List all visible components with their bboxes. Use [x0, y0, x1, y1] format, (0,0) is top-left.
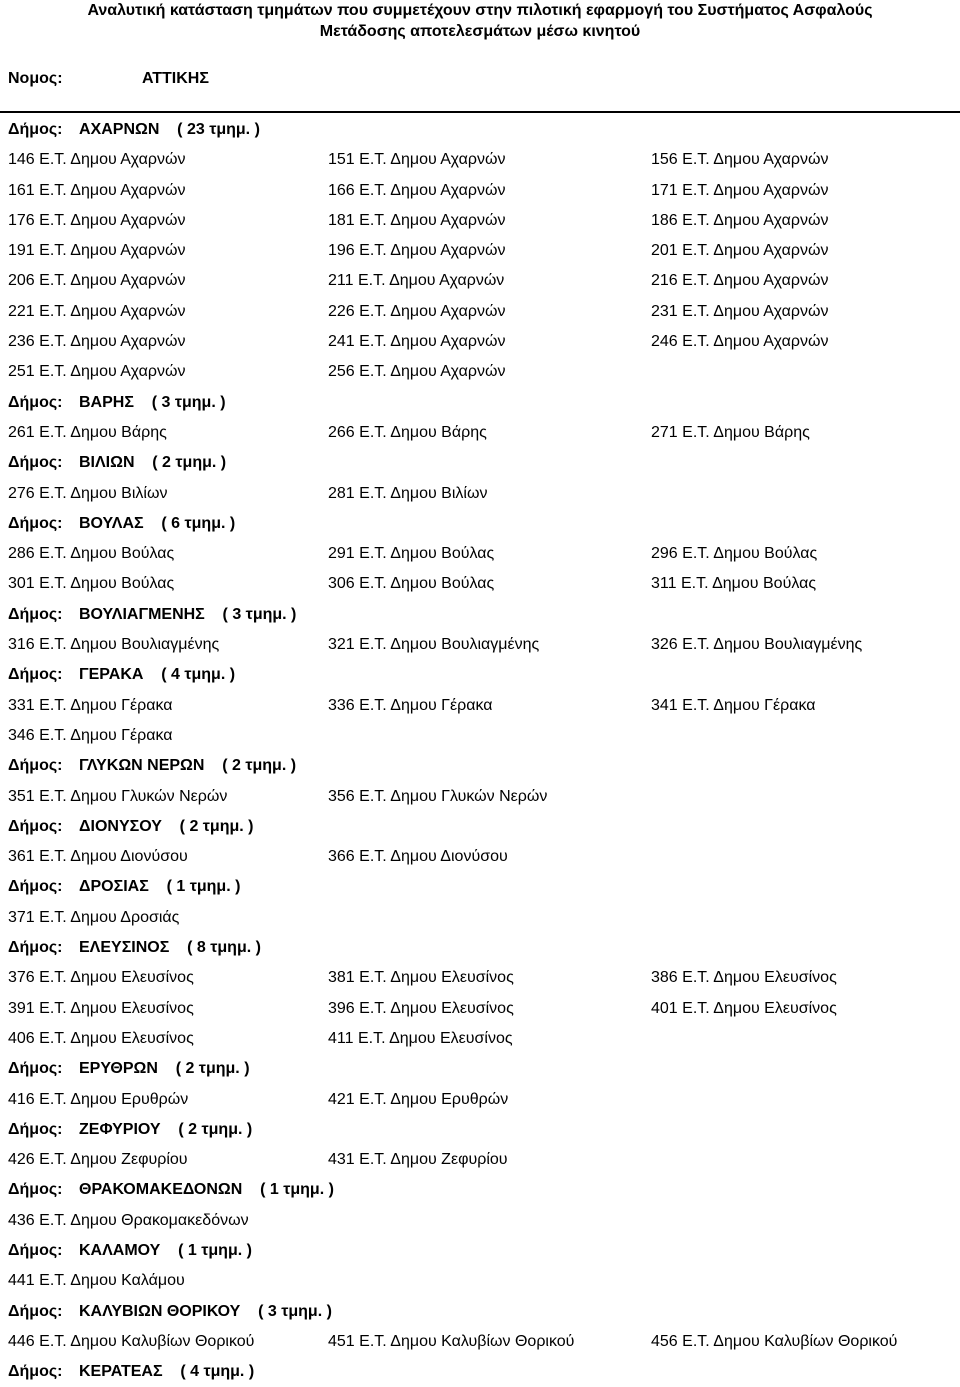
municipality-name: ΕΛΕΥΣΙΝΟΣ ( 8 τμημ. ): [79, 939, 261, 957]
polling-station: 336 Ε.Τ. Δημου Γέρακα: [328, 696, 493, 714]
prefecture-heading: [8, 69, 209, 89]
municipality-name: ΘΡΑΚΟΜΑΚΕΔΟΝΩΝ ( 1 τμημ. ): [79, 1181, 334, 1199]
municipality-heading: [0, 388, 960, 418]
polling-station: 331 Ε.Τ. Δημου Γέρακα: [8, 696, 173, 714]
header-divider: [0, 111, 960, 113]
polling-station: 286 Ε.Τ. Δημου Βούλας: [8, 545, 175, 563]
municipality-label: Δήμος:: [8, 1302, 63, 1320]
polling-station: 391 Ε.Τ. Δημου Ελευσίνος: [8, 999, 194, 1017]
polling-station: 451 Ε.Τ. Δημου Καλυβίων Θορικού: [328, 1332, 575, 1350]
polling-station: 256 Ε.Τ. Δημου Αχαρνών: [328, 363, 506, 381]
polling-station: 191 Ε.Τ. Δημου Αχαρνών: [8, 242, 186, 260]
municipality-label: Δήμος:: [8, 1120, 63, 1138]
municipality-name: ΓΕΡΑΚΑ ( 4 τμημ. ): [79, 666, 236, 684]
polling-station: 226 Ε.Τ. Δημου Αχαρνών: [328, 302, 506, 320]
station-row: [0, 206, 960, 236]
municipality-heading: [0, 1175, 960, 1205]
polling-station: 201 Ε.Τ. Δημου Αχαρνών: [651, 242, 829, 260]
municipality-name: ΒΟΥΛΑΣ ( 6 τμημ. ): [79, 514, 236, 532]
municipality-name: ΔΡΟΣΙΑΣ ( 1 τμημ. ): [79, 878, 241, 896]
station-row: [0, 236, 960, 266]
polling-station: 176 Ε.Τ. Δημου Αχαρνών: [8, 211, 186, 229]
municipality-heading: [0, 812, 960, 842]
station-row: [0, 539, 960, 569]
title-line-2: Μετάδοσης αποτελεσμάτων μέσω κινητού: [319, 23, 641, 40]
polling-station: 356 Ε.Τ. Δημου Γλυκών Νερών: [328, 787, 548, 805]
polling-station: 206 Ε.Τ. Δημου Αχαρνών: [8, 272, 186, 290]
municipality-heading: [0, 1297, 960, 1327]
municipality-label: Δήμος:: [8, 1363, 63, 1381]
polling-station: 276 Ε.Τ. Δημου Βιλίων: [8, 484, 168, 502]
polling-station: 431 Ε.Τ. Δημου Ζεφυρίου: [328, 1151, 508, 1169]
polling-station: 236 Ε.Τ. Δημου Αχαρνών: [8, 333, 186, 351]
municipality-name: ΕΡΥΘΡΩΝ ( 2 τμημ. ): [79, 1060, 250, 1078]
municipality-label: Δήμος:: [8, 1241, 63, 1259]
station-row: [0, 630, 960, 660]
polling-station: 386 Ε.Τ. Δημου Ελευσίνος: [651, 969, 837, 987]
municipality-name: ΚΑΛΑΜΟΥ ( 1 τμημ. ): [79, 1241, 252, 1259]
polling-station: 341 Ε.Τ. Δημου Γέρακα: [651, 696, 816, 714]
polling-station: 406 Ε.Τ. Δημου Ελευσίνος: [8, 1029, 194, 1047]
polling-station: 196 Ε.Τ. Δημου Αχαρνών: [328, 242, 506, 260]
station-row: [0, 721, 960, 751]
polling-station: 266 Ε.Τ. Δημου Βάρης: [328, 423, 487, 441]
polling-station: 181 Ε.Τ. Δημου Αχαρνών: [328, 211, 506, 229]
municipality-name: ΓΛΥΚΩΝ ΝΕΡΩΝ ( 2 τμημ. ): [79, 757, 297, 775]
polling-station: 376 Ε.Τ. Δημου Ελευσίνος: [8, 969, 194, 987]
polling-station: 296 Ε.Τ. Δημου Βούλας: [651, 545, 818, 563]
polling-station: 456 Ε.Τ. Δημου Καλυβίων Θορικού: [651, 1332, 898, 1350]
municipality-heading: [0, 600, 960, 630]
polling-station: 211 Ε.Τ. Δημου Αχαρνών: [328, 272, 505, 290]
polling-station: 311 Ε.Τ. Δημου Βούλας: [651, 575, 817, 593]
polling-station: 446 Ε.Τ. Δημου Καλυβίων Θορικού: [8, 1332, 255, 1350]
polling-stations-list: [0, 115, 960, 1387]
polling-station: 251 Ε.Τ. Δημου Αχαρνών: [8, 363, 186, 381]
station-row: [0, 1085, 960, 1115]
polling-station: 321 Ε.Τ. Δημου Βουλιαγμένης: [328, 636, 540, 654]
municipality-label: Δήμος:: [8, 454, 63, 472]
station-row: [0, 1266, 960, 1296]
station-row: [0, 1327, 960, 1357]
polling-station: 156 Ε.Τ. Δημου Αχαρνών: [651, 151, 829, 169]
polling-station: 361 Ε.Τ. Δημου Διονύσου: [8, 848, 188, 866]
municipality-name: ΒΙΛΙΩΝ ( 2 τμημ. ): [79, 454, 227, 472]
municipality-name: ΚΑΛΥΒΙΩΝ ΘΟΡΙΚΟΥ ( 3 τμημ. ): [79, 1302, 332, 1320]
municipality-heading: [0, 448, 960, 478]
polling-station: 346 Ε.Τ. Δημου Γέρακα: [8, 726, 173, 744]
polling-station: 261 Ε.Τ. Δημου Βάρης: [8, 423, 167, 441]
municipality-heading: [0, 872, 960, 902]
polling-station: 271 Ε.Τ. Δημου Βάρης: [651, 423, 810, 441]
polling-station: 281 Ε.Τ. Δημου Βιλίων: [328, 484, 488, 502]
station-row: [0, 479, 960, 509]
polling-station: 351 Ε.Τ. Δημου Γλυκών Νερών: [8, 787, 228, 805]
polling-station: 416 Ε.Τ. Δημου Ερυθρών: [8, 1090, 189, 1108]
polling-station: 326 Ε.Τ. Δημου Βουλιαγμένης: [651, 636, 863, 654]
station-row: [0, 327, 960, 357]
polling-station: 171 Ε.Τ. Δημου Αχαρνών: [651, 181, 829, 199]
prefecture-value: ΑΤΤΙΚΗΣ: [142, 70, 209, 87]
municipality-heading: [0, 1115, 960, 1145]
municipality-heading: [0, 115, 960, 145]
polling-station: 366 Ε.Τ. Δημου Διονύσου: [328, 848, 508, 866]
polling-station: 166 Ε.Τ. Δημου Αχαρνών: [328, 181, 506, 199]
municipality-label: Δήμος:: [8, 1060, 63, 1078]
municipality-label: Δήμος:: [8, 757, 63, 775]
station-row: [0, 1206, 960, 1236]
municipality-name: ΚΕΡΑΤΕΑΣ ( 4 τμημ. ): [79, 1363, 255, 1381]
municipality-heading: [0, 1236, 960, 1266]
station-row: [0, 842, 960, 872]
municipality-heading: [0, 1357, 960, 1387]
municipality-heading: [0, 509, 960, 539]
municipality-label: Δήμος:: [8, 121, 63, 138]
polling-station: 146 Ε.Τ. Δημου Αχαρνών: [8, 151, 186, 169]
municipality-heading: [0, 1054, 960, 1084]
municipality-name: ΒΑΡΗΣ ( 3 τμημ. ): [79, 393, 226, 411]
document-title: [0, 0, 960, 42]
polling-station: 186 Ε.Τ. Δημου Αχαρνών: [651, 211, 829, 229]
station-row: [0, 418, 960, 448]
polling-station: 421 Ε.Τ. Δημου Ερυθρών: [328, 1090, 509, 1108]
polling-station: 241 Ε.Τ. Δημου Αχαρνών: [328, 333, 506, 351]
station-row: [0, 266, 960, 296]
polling-station: 411 Ε.Τ. Δημου Ελευσίνος: [328, 1029, 513, 1047]
polling-station: 371 Ε.Τ. Δημου Δροσιάς: [8, 908, 180, 926]
polling-station: 161 Ε.Τ. Δημου Αχαρνών: [8, 181, 186, 199]
title-line-1: Αναλυτική κατάσταση τμημάτων που συμμετέχουν στην πιλοτική εφαρμογή του Συστήματος Ασφαλούς: [87, 2, 873, 19]
polling-station: 306 Ε.Τ. Δημου Βούλας: [328, 575, 495, 593]
municipality-heading: [0, 933, 960, 963]
station-row: [0, 903, 960, 933]
station-row: [0, 297, 960, 327]
municipality-label: Δήμος:: [8, 514, 63, 532]
municipality-label: Δήμος:: [8, 817, 63, 835]
polling-station: 436 Ε.Τ. Δημου Θρακομακεδόνων: [8, 1211, 249, 1229]
municipality-heading: [0, 751, 960, 781]
municipality-label: Δήμος:: [8, 1181, 63, 1199]
station-row: [0, 691, 960, 721]
municipality-name: ΒΟΥΛΙΑΓΜΕΝΗΣ ( 3 τμημ. ): [79, 605, 297, 623]
polling-station: 216 Ε.Τ. Δημου Αχαρνών: [651, 272, 829, 290]
municipality-name: ΑΧΑΡΝΩΝ ( 23 τμημ. ): [79, 121, 260, 138]
station-row: [0, 782, 960, 812]
municipality-name: ΔΙΟΝΥΣΟΥ ( 2 τμημ. ): [79, 817, 254, 835]
municipality-label: Δήμος:: [8, 878, 63, 896]
station-row: [0, 569, 960, 599]
polling-station: 381 Ε.Τ. Δημου Ελευσίνος: [328, 969, 514, 987]
municipality-label: Δήμος:: [8, 666, 63, 684]
polling-station: 396 Ε.Τ. Δημου Ελευσίνος: [328, 999, 514, 1017]
municipality-label: Δήμος:: [8, 939, 63, 957]
municipality-heading: [0, 660, 960, 690]
polling-station: 426 Ε.Τ. Δημου Ζεφυρίου: [8, 1151, 188, 1169]
station-row: [0, 1145, 960, 1175]
polling-station: 441 Ε.Τ. Δημου Καλάμου: [8, 1272, 185, 1290]
municipality-label: Δήμος:: [8, 605, 63, 623]
municipality-label: Δήμος:: [8, 393, 63, 411]
polling-station: 231 Ε.Τ. Δημου Αχαρνών: [651, 302, 829, 320]
polling-station: 246 Ε.Τ. Δημου Αχαρνών: [651, 333, 829, 351]
polling-station: 301 Ε.Τ. Δημου Βούλας: [8, 575, 175, 593]
station-row: [0, 994, 960, 1024]
polling-station: 221 Ε.Τ. Δημου Αχαρνών: [8, 302, 186, 320]
polling-station: 316 Ε.Τ. Δημου Βουλιαγμένης: [8, 636, 220, 654]
station-row: [0, 357, 960, 387]
station-row: [0, 176, 960, 206]
polling-station: 401 Ε.Τ. Δημου Ελευσίνος: [651, 999, 837, 1017]
station-row: [0, 1024, 960, 1054]
prefecture-label: Νομος:: [8, 70, 63, 87]
polling-station: 151 Ε.Τ. Δημου Αχαρνών: [328, 151, 506, 169]
station-row: [0, 145, 960, 175]
polling-station: 291 Ε.Τ. Δημου Βούλας: [328, 545, 495, 563]
municipality-name: ΖΕΦΥΡΙΟΥ ( 2 τμημ. ): [79, 1120, 253, 1138]
station-row: [0, 963, 960, 993]
